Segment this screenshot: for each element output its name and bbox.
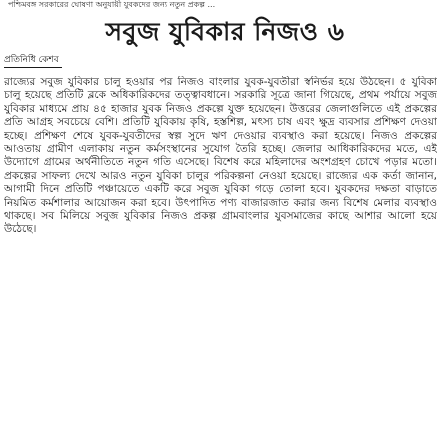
article-paragraph: রাজ্যের সবুজ যুবিকার চালু হওয়ার পর নিজও বাংলার যুবক-যুবতীরা স্বনির্ভর হয়ে উঠছেন। ৫ যুবিকা চালু হয়েছে প্রতিটি ব্লকে অধিকারিকদের তত্ত্বাবধানে। সরকারি সূত্রে জানা গিয়েছে, প্রথম পর্যায়ে সবুজ যুবিকার মাধ্যমে প্রায় ৪৫ হাজার যুবক নিজও প্রকল্পে যুক্ত হয়েছেন। উত্তরের জেলাগুলিতে এই প্রকল্পের প্রতি আগ্রহ সবচেয়ে বেশি। প্রতিটি যুবিকায় কৃষি, হস্তশিল্প, মৎস্য চাষ এবং ক্ষুদ্র ব্যবসার প্রশিক্ষণ দেওয়া হচ্ছে। প্রশিক্ষণ শেষে যুবক-যুবতীদের স্বল্প সুদে ঋণ দেওয়ার ব্যবস্থাও করা হয়েছে। নিজও প্রকল্পের আওতায় গ্রামীণ এলাকায় নতুন কর্মসংস্থানের সুযোগ তৈরি হচ্ছে। জেলার আধিকারিকদের মতে, এই উদ্যোগে গ্রামের অর্থনীতিতে নতুন গতি এসেছে। বিশেষ করে মহিলাদের অংশগ্রহণ চোখে পড়ার মতো। প্রকল্পের সাফল্য দেখে আরও নতুন যুবিকা চালুর পরিকল্পনা নেওয়া হয়েছে। রাজ্যের এক কর্তা জানান, আগামী দিনে প্রতিটি পঞ্চায়েতে একটি করে সবুজ যুবিকা গড়ে তোলা হবে। যুবকদের দক্ষতা বাড়াতে নিয়মিত কর্মশালার আয়োজন করা হবে। উৎপাদিত পণ্য বাজারজাত করার জন্য বিশেষ মেলার ব্যবস্থাও থাকছে। সব মিলিয়ে সবুজ যুবিকার নিজও প্রকল্প গ্রামবাংলার যুবসমাজের কাছে আশার আলো হয়ে উঠেছে। xyxy=(4,76,437,236)
headline: সবুজ যুবিকার নিজও ৬ xyxy=(105,17,345,46)
reporter-byline: প্রতিনিধি কেশব xyxy=(4,54,62,68)
article-body xyxy=(4,76,437,438)
top-strip: পশ্চিমবঙ্গ সরকারের ঘোষণা অনুযায়ী যুবকদের জন্য নতুন প্রকল্প ... xyxy=(8,0,216,9)
